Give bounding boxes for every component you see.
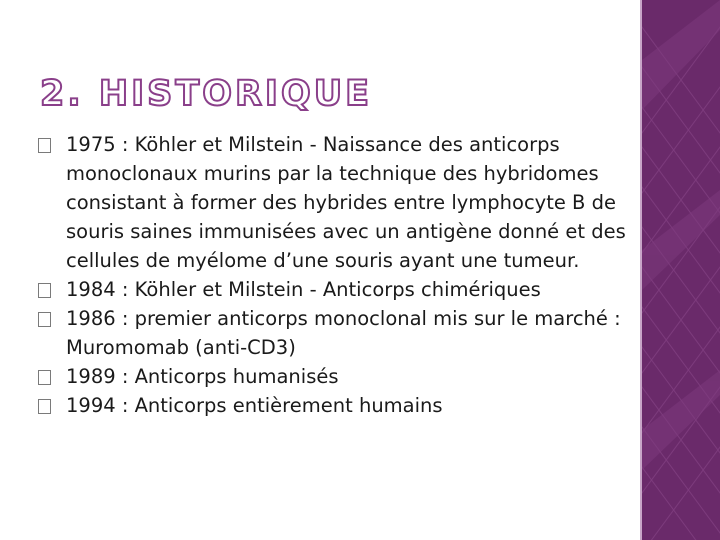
- decorative-side-panel: [642, 0, 720, 540]
- square-box-icon: [38, 399, 51, 414]
- list-item: [38, 275, 634, 304]
- square-box-icon: [38, 312, 51, 327]
- square-box-icon: [38, 370, 51, 385]
- bullet-text: 1994 : Anticorps entièrement humains: [66, 394, 443, 417]
- square-box-icon: [38, 283, 51, 298]
- list-item: [38, 391, 634, 420]
- bullet-list: [38, 130, 634, 420]
- list-item: [38, 130, 634, 275]
- list-item: [38, 362, 634, 391]
- bullet-text: 1989 : Anticorps humanisés: [66, 365, 339, 388]
- bullet-text: 1975 : Köhler et Milstein - Naissance des anticorps monoclonaux murins par la technique des hybridomes consistant à former des hybrides entre lymphocyte B de souris saines immunisées avec un antigène donné et des cellules de myélome d’une souris ayant une tumeur.: [66, 133, 626, 272]
- diagonal-pattern: [642, 0, 720, 540]
- bullet-text: 1984 : Köhler et Milstein - Anticorps chimériques: [66, 278, 541, 301]
- list-item: [38, 304, 634, 362]
- square-box-icon: [38, 138, 51, 153]
- bullet-text: 1986 : premier anticorps monoclonal mis sur le marché : Muromomab (anti-CD3): [66, 307, 621, 359]
- slide-title: 2. HISTORIQUE: [40, 74, 373, 114]
